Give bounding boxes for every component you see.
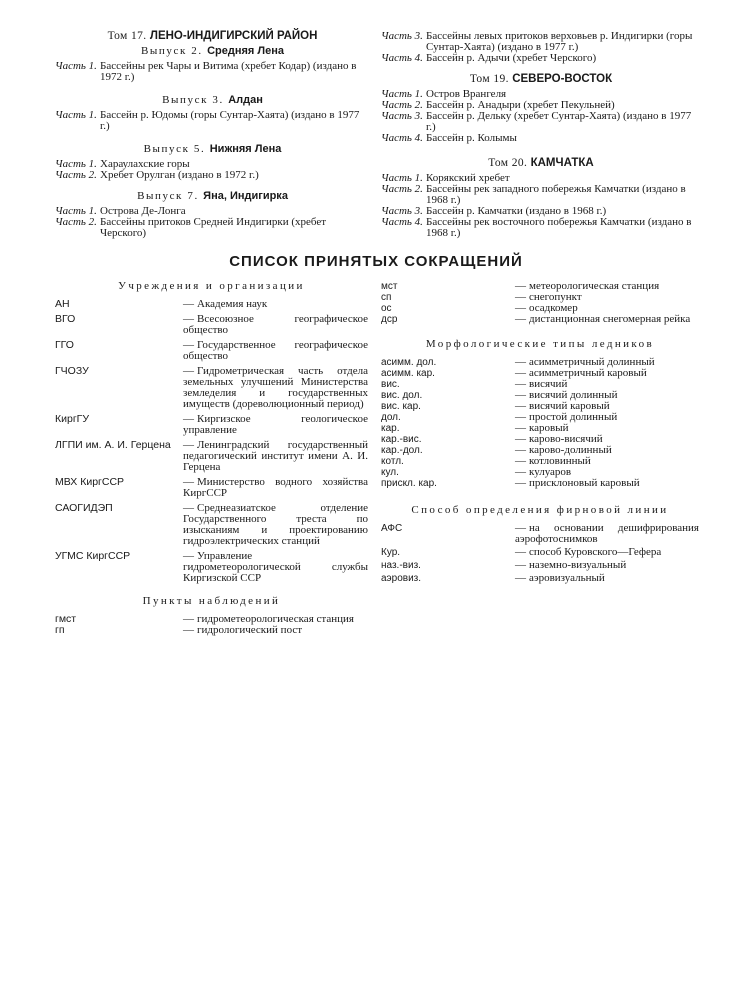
abbreviation-term: ГЧОЗУ [55, 365, 89, 377]
abbreviation-row [55, 340, 368, 362]
definition-text: метеорологическая станция [529, 280, 660, 292]
dash-separator: — [515, 522, 526, 534]
definition-text: висячий [529, 378, 568, 390]
abbreviation-row [55, 366, 368, 410]
dash-separator: — [515, 455, 526, 467]
abbreviation-term: ЛГПИ им. А. И. Герцена [55, 439, 171, 451]
abbreviation-definition [515, 573, 699, 584]
observation-points-list [55, 614, 368, 636]
part-entry: Часть 4. Бассейн р. Колымы [381, 132, 517, 144]
dash-separator: — [515, 444, 526, 456]
abbreviation-term: ВГО [55, 313, 76, 325]
part-entry: Часть 1. Бассейн р. Юдомы (горы Сунтар-Хаята) (издано в 1977 г.) [55, 109, 360, 132]
issue-heading: Выпуск 7. Яна, Индигирка [137, 190, 288, 202]
part-entry: Часть 2. Бассейны рек западного побережья Камчатки (издано в 1968 г.) [381, 183, 686, 206]
abbreviation-row [55, 503, 368, 547]
abbreviation-definition [515, 547, 699, 558]
volume-name: СЕВЕРО-ВОСТОК [512, 73, 613, 85]
dash-separator: — [515, 356, 526, 368]
abbreviation-term: мст [381, 281, 398, 292]
institutions-list [55, 299, 368, 584]
definition-text: Государственное географическое общество [183, 339, 368, 362]
abbreviation-row [381, 547, 699, 558]
definition-text: Киргизское геологическое управление [183, 413, 368, 436]
abbreviation-definition [515, 314, 699, 325]
abbreviation-term: кар.-вис. [381, 434, 422, 445]
dash-separator: — [515, 572, 526, 584]
glacier-types-list [381, 357, 699, 489]
abbreviation-definition [183, 366, 368, 410]
dash-separator: — [183, 476, 194, 488]
abbreviation-term: Кур. [381, 547, 401, 558]
volumes-left-column [55, 31, 370, 239]
abbreviation-row [381, 314, 699, 325]
volume-heading [381, 158, 701, 169]
abbreviation-term: наз.-виз. [381, 560, 421, 571]
abbreviation-term: дол. [381, 412, 401, 423]
definition-text: способ Куровского—Гефера [529, 546, 662, 558]
abbreviation-term: МВХ КиргССР [55, 476, 125, 488]
abbreviation-row [381, 573, 699, 584]
abbreviation-term: ос [381, 303, 392, 314]
dash-separator: — [183, 365, 194, 377]
section-title: Учреждения и организации [118, 280, 305, 292]
dash-separator: — [183, 502, 194, 514]
definition-text: аэровизуальный [529, 572, 605, 584]
dash-separator: — [183, 624, 194, 636]
dash-separator: — [515, 422, 526, 434]
definition-text: висячий каровый [529, 400, 610, 412]
abbreviation-term: АФС [381, 523, 403, 534]
definition-text: Академия наук [197, 298, 268, 310]
section-title: Морфологические типы ледников [425, 338, 655, 350]
volumes-right-column [381, 31, 701, 239]
part-entry: Часть 2. Хребет Орулган (издано в 1972 г.) [55, 169, 259, 181]
stations-list [381, 281, 699, 325]
abbreviation-row [381, 560, 699, 571]
definition-text: наземно-визуальный [529, 559, 627, 571]
abbreviation-row [55, 625, 368, 636]
abbreviation-term: дср [381, 314, 398, 325]
section-title: Пункты наблюдений [142, 595, 281, 607]
abbreviation-definition [183, 477, 368, 499]
dash-separator: — [183, 439, 194, 451]
dash-separator: — [515, 559, 526, 571]
abbreviation-term: асимм. кар. [381, 368, 435, 379]
part-entry: Часть 1. Корякский хребет [381, 172, 510, 184]
section-title: Способ определения фирновой линии [411, 504, 669, 516]
volume-name: ЛЕНО-ИНДИГИРСКИЙ РАЙОН [149, 30, 318, 42]
abbreviation-row [55, 477, 368, 499]
abbreviation-term: котл. [381, 456, 404, 467]
abbreviation-term: КиргГУ [55, 413, 90, 425]
dash-separator: — [515, 433, 526, 445]
part-entry: Часть 3. Бассейны левых притоков верховьев р. Индигирки (горы Сунтар-Хаята) (издано в 1977 г.) [381, 30, 693, 53]
definition-text: карово-висячий [529, 433, 603, 445]
abbreviation-term: сп [381, 292, 392, 303]
abbreviation-row [55, 440, 368, 473]
volume-heading [55, 31, 370, 42]
definition-text: Гидрометрическая часть отдела земельных улучшений Министерства земледелия и государственных имуществ (дореволюционный период) [183, 365, 368, 410]
abbreviation-row [381, 478, 699, 489]
definition-text: Министерство водного хозяйства КиргССР [183, 476, 368, 499]
abbrev-left-column [55, 281, 368, 636]
abbreviation-term: прискл. кар. [381, 478, 437, 489]
dash-separator: — [183, 613, 194, 625]
abbreviation-term: вис. кар. [381, 401, 421, 412]
definition-text: на основании дешифрирования аэрофотоснимков [515, 522, 699, 545]
definition-text: котловинный [529, 455, 591, 467]
dash-separator: — [515, 546, 526, 558]
volume-heading [381, 74, 701, 85]
part-entry: Часть 4. Бассейны рек восточного побережья Камчатки (издано в 1968 г.) [381, 216, 692, 239]
definition-text: асимметричный долинный [529, 356, 655, 368]
abbreviation-row [55, 314, 368, 336]
abbreviation-definition [183, 340, 368, 362]
abbreviation-definition [183, 625, 368, 636]
dash-separator: — [515, 280, 526, 292]
abbreviation-term: вис. дол. [381, 390, 423, 401]
issue-heading: Выпуск 3. Алдан [162, 94, 263, 106]
firn-line-list [381, 523, 699, 584]
abbrev-right-column [381, 281, 699, 584]
abbreviation-term: гмст [55, 613, 77, 625]
definition-text: кулуаров [529, 466, 572, 478]
abbreviation-definition [183, 414, 368, 436]
part-entry: Часть 3. Бассейн р. Камчатки (издано в 1968 г.) [381, 205, 607, 217]
dash-separator: — [515, 477, 526, 489]
volume-number: Том 20. [488, 157, 528, 169]
dash-separator: — [515, 313, 526, 325]
volume-number: Том 19. [469, 73, 509, 85]
abbreviation-definition [515, 560, 699, 571]
part-entry: Часть 2. Бассейны притоков Средней Индигирки (хребет Черского) [55, 216, 327, 239]
abbreviation-row [55, 551, 368, 584]
abbreviation-term: асимм. дол. [381, 357, 437, 368]
dash-separator: — [515, 411, 526, 423]
part-entry: Часть 3. Бассейн р. Дельку (хребет Сунтар-Хаята) (издано в 1977 г.) [381, 110, 692, 133]
part-entry: Часть 1. Хараулахские горы [55, 158, 190, 170]
definition-text: Управление гидрометеорологической службы Киргизской ССР [183, 550, 368, 584]
dash-separator: — [515, 291, 526, 303]
issue-heading: Выпуск 2. Средняя Лена [140, 45, 284, 57]
abbreviation-row [55, 299, 368, 310]
part-entry: Часть 4. Бассейн р. Адычи (хребет Черского) [381, 52, 597, 64]
abbreviation-term: САОГИДЭП [55, 502, 113, 514]
definition-text: снегопункт [529, 291, 582, 303]
abbreviation-definition [183, 440, 368, 473]
dash-separator: — [515, 466, 526, 478]
abbreviation-term: кар. [381, 423, 400, 434]
dash-separator: — [515, 389, 526, 401]
abbreviation-term: УГМС КиргССР [55, 550, 131, 562]
abbreviation-definition [515, 523, 699, 545]
definition-text: асимметричный каровый [529, 367, 647, 379]
abbreviations-title: СПИСОК ПРИНЯТЫХ СОКРАЩЕНИЙ [229, 253, 523, 270]
definition-text: каровый [529, 422, 569, 434]
definition-text: гидрологический пост [197, 624, 303, 636]
part-entry: Часть 1. Остров Врангеля [381, 88, 507, 100]
abbreviation-definition [515, 478, 699, 489]
definition-text: дистанционная снегомерная рейка [529, 313, 691, 325]
dash-separator: — [183, 550, 194, 562]
definition-text: карово-долинный [529, 444, 612, 456]
definition-text: Всесоюзное географическое общество [183, 313, 368, 336]
definition-text: присклоновый каровый [529, 477, 640, 489]
part-entry: Часть 1. Острова Де-Лонга [55, 205, 186, 217]
abbreviation-definition [183, 503, 368, 547]
dash-separator: — [515, 367, 526, 379]
issue-heading: Выпуск 5. Нижняя Лена [143, 143, 282, 155]
abbreviation-term: вис. [381, 379, 400, 390]
abbreviation-term: кар.-дол. [381, 445, 423, 456]
dash-separator: — [515, 302, 526, 314]
abbreviation-term: гп [55, 624, 65, 636]
definition-text: висячий долинный [529, 389, 618, 401]
dash-separator: — [183, 313, 194, 325]
definition-text: осадкомер [529, 302, 578, 314]
abbreviation-row [381, 523, 699, 545]
dash-separator: — [183, 413, 194, 425]
definition-text: простой долинный [529, 411, 618, 423]
abbreviation-term: кул. [381, 467, 399, 478]
abbreviation-definition [183, 299, 368, 310]
dash-separator: — [515, 378, 526, 390]
abbreviation-term: АН [55, 298, 70, 310]
definition-text: Ленинградский государственный педагогический институт имени А. И. Герцена [183, 439, 368, 473]
dash-separator: — [183, 298, 194, 310]
volume-name: КАМЧАТКА [530, 157, 594, 169]
dash-separator: — [183, 339, 194, 351]
abbreviation-row [55, 414, 368, 436]
part-entry: Часть 2. Бассейн р. Анадыри (хребет Пекульней) [381, 99, 615, 111]
abbreviation-definition [183, 314, 368, 336]
definition-text: гидрометеорологическая станция [197, 613, 354, 625]
volume-number: Том 17. [107, 30, 147, 42]
abbreviation-definition [183, 551, 368, 584]
abbreviation-term: ГГО [55, 339, 74, 351]
abbreviation-term: аэровиз. [381, 573, 422, 584]
dash-separator: — [515, 400, 526, 412]
part-entry: Часть 1. Бассейны рек Чары и Витима (хребет Кодар) (издано в 1972 г.) [55, 60, 357, 83]
definition-text: Среднеазиатское отделение Государственного треста по изысканиям и проектированию гидроэлектрических станций [183, 502, 368, 547]
